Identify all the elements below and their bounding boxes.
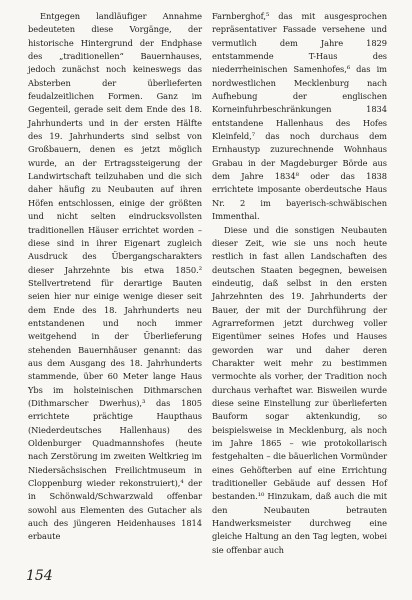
body-paragraph: Entgegen landläufiger Annahme bedeuteten diese Vorgänge, der historische Hintergrund der Endphase des „traditionellen“ Bauernhauses, jedoch zunächst noch keineswegs das Absterben der überlieferten feudalzeitlichen Formen. Ganz im Gegenteil, gerade seit dem Ende des 18. Jahrhunderts und in der ersten Hälfte des 19. Jahrhunderts sind selbst von Großbauern, denen es jetzt möglich wurde, an der Ertragssteigerung der Landwirtschaft teilzuhaben und die sich daher häufig zu Neubauten auf ihren Höfen entschlossen, einige der größten und nicht selten eindrucksvollsten traditionellen Häuser errichtet worden – diese sind in ihrer Eigenart zugleich Ausdruck des Übergangscharakters dieser Jahrzehnte bis etwa 1850.² Stellvertretend für derartige Bauten seien hier nur einige wenige dieser seit dem Ende des 18. Jahrhunderts neu entstandenen und noch immer weitgehend in der Überlieferung stehenden Bauernhäuser genannt: das aus dem Ausgang des 18. Jahrhunderts stammende, über 60 Meter lange Haus Ybs im holsteinischen Dithmarschen (Dithmarscher Dwerhus),³ das 1805 errichtete prächtige Haupthaus (Niederdeutsches Hallenhaus) des Oldenburger Quadmannshofes (heute nach Zerstörung im zweiten Weltkrieg im Niedersächsischen Freilichtmuseum in Cloppenburg wieder rekonstruiert),⁴ der in Schönwald/Schwarzwald offenbar sowohl aus Elementen des Gutacher als auch des jüngeren Heidenhauses 1814 erbaute (28, 11, 202, 542)
left-column (28, 10, 202, 544)
page-number: 154 (26, 568, 53, 584)
right-column (212, 10, 387, 557)
body-paragraph-continued: Farnberghof,⁵ das mit ausgesprochen repräsentativer Fassade versehene und vermutlich dem Jahre 1829 entstammende T-Haus des niederrheinischen Samenhofes,⁶ das im nordwestlichen Mecklenburg nach Aufhebung der englischen Korneinfuhrbeschränkungen 1834 entstandene Hallenhaus des Hofes Kleinfeld,⁷ das noch durchaus dem Ernhaustyp zuzurechnende Wohnhaus Grabau in der Magdeburger Börde aus dem Jahre 1834⁸ oder das 1838 errichtete imposante oberdeutsche Haus Nr. 2 im bayerisch-schwäbischen Immenthal. (212, 11, 387, 222)
body-paragraph: Diese und die sonstigen Neubauten dieser Zeit, wie sie uns noch heute restlich in fast allen Landschaften des deutschen Staaten begegnen, beweisen eindeutig, daß selbst in den ersten Jahrzehnten des 19. Jahrhunderts der Bauer, der mit der Durchführung der Agrarreformen jetzt durchweg voller Eigentümer seines Hofes und Hauses geworden war und daher deren Charakter weit mehr zu bestimmen vermochte als vorher, der Tradition noch durchaus verhaftet war. Bisweilen wurde diese seine Einstellung zur überlieferten Bauform sogar aktenkundig, so beispielsweise in Mecklenburg, als noch im Jahre 1865 – wie protokollarisch festgehalten – die bäuerlichen Vormünder eines Gehöfterben auf eine Errichtung traditioneller Gebäude auf dessen Hof bestanden.¹⁰ Hinzukam, daß auch die mit den Neubauten betrauten Handwerksmeister durchweg eine gleiche Haltung an den Tag legten, wobei sie offenbar auch (212, 224, 387, 555)
